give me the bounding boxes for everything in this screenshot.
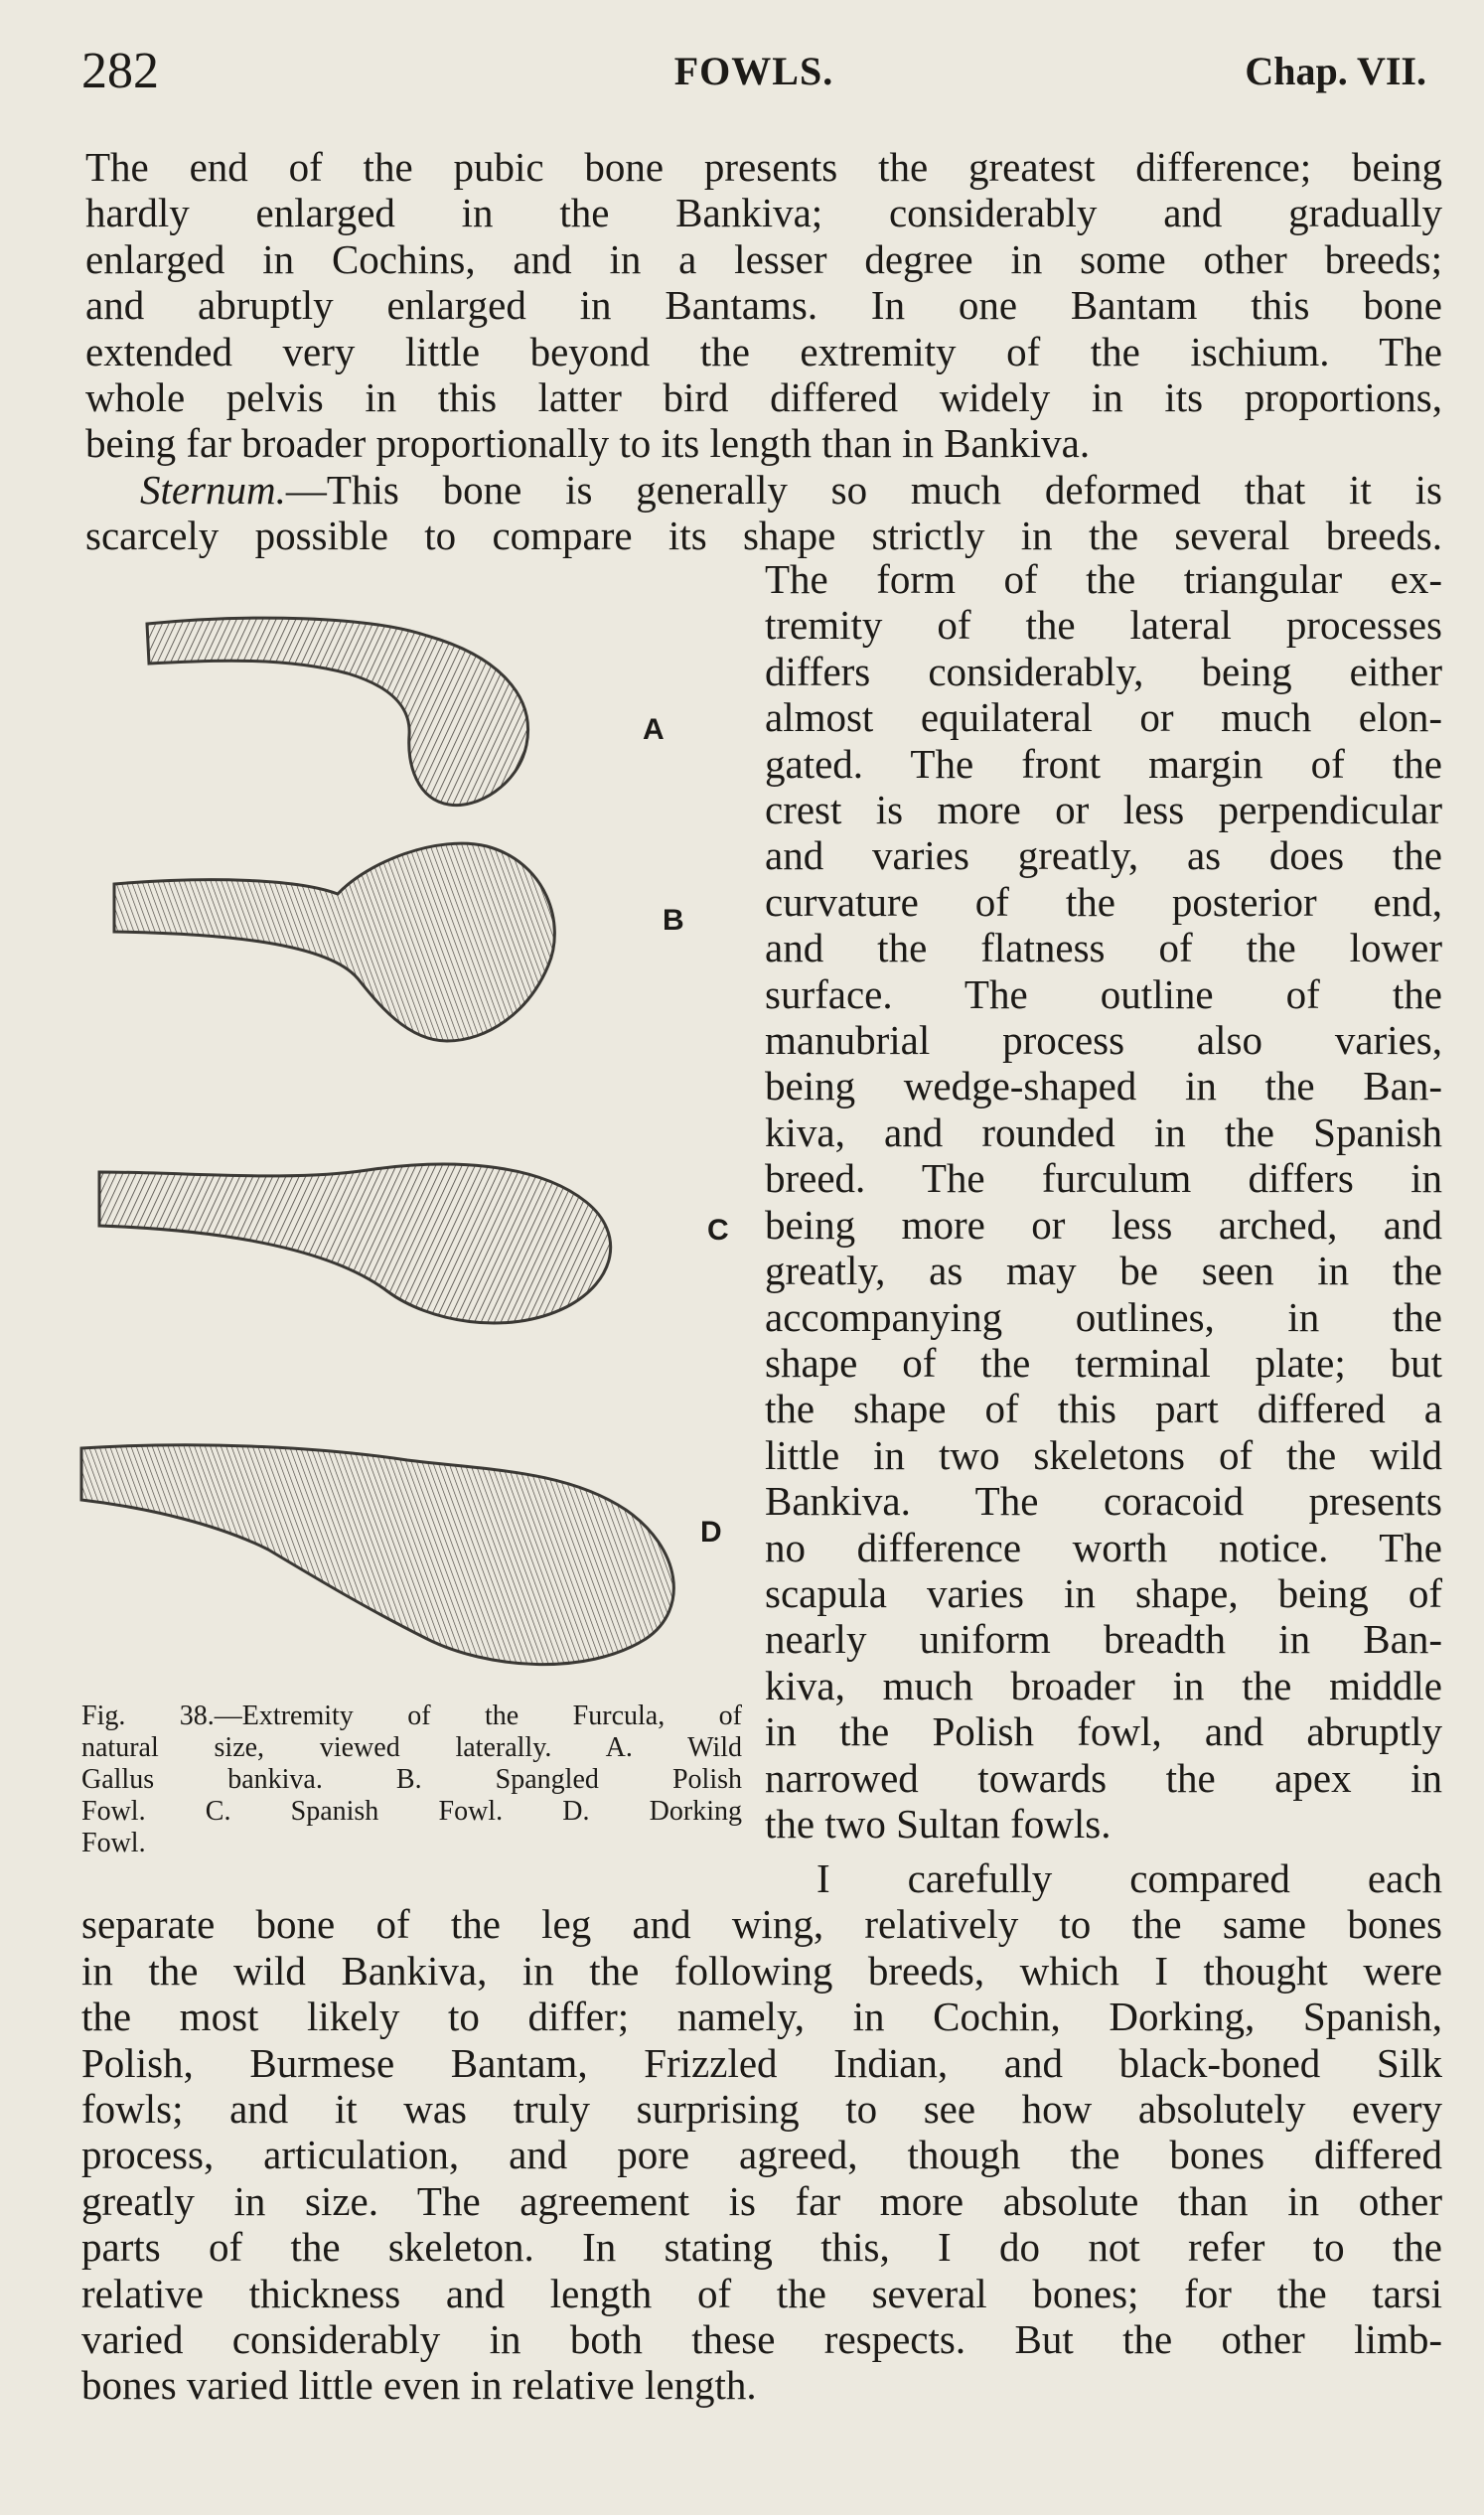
text-line: curvature of the posterior end, xyxy=(765,878,1442,925)
text-line: parts of the skeleton. In stating this, I do not refer to the xyxy=(81,2224,1442,2271)
text-line: being wedge-shaped in the Ban- xyxy=(765,1063,1442,1110)
text-line: scapula varies in shape, being of xyxy=(765,1569,1442,1616)
text-line: in the wild Bankiva, in the following breeds, which I thought were xyxy=(81,1947,1442,1994)
text-line: almost equilateral or much elon- xyxy=(765,694,1442,741)
text-line: Polish, Burmese Bantam, Frizzled Indian, and black-boned Silk xyxy=(81,2039,1442,2086)
caption-line: Fowl. C. Spanish Fowl. D. Dorking xyxy=(81,1796,742,1827)
text-line: kiva, and rounded in the Spanish xyxy=(765,1109,1442,1155)
text-line: scarcely possible to compare its shape strictly in the several breeds. xyxy=(85,513,1442,559)
pubic-bone-paragraph xyxy=(85,144,1442,467)
text-line: hardly enlarged in the Bankiva; considerably and gradually xyxy=(85,190,1442,236)
right-column-text xyxy=(765,556,1442,1847)
figure-label-a: A xyxy=(643,713,665,746)
furcula-b-drawing xyxy=(114,843,554,1041)
figure-label-c: C xyxy=(707,1214,729,1247)
sternum-line-text: —This bone is generally so much deformed that it is xyxy=(285,466,1442,513)
sternum-label: Sternum. xyxy=(140,466,286,513)
figure-label-d: D xyxy=(700,1516,722,1549)
text-line: being more or less arched, and xyxy=(765,1201,1442,1248)
text-line: no difference worth notice. The xyxy=(765,1524,1442,1570)
chapter-label: Chap. VII. xyxy=(1245,49,1426,93)
text-line: breed. The furculum differs in xyxy=(765,1155,1442,1202)
caption-line: natural size, viewed laterally. A. Wild xyxy=(81,1732,742,1763)
text-line: The end of the pubic bone presents the greatest difference; being xyxy=(85,144,1442,190)
text-line: separate bone of the leg and wing, relatively to the same bones xyxy=(81,1901,1442,1948)
text-line: the most likely to differ; namely, in Cochin, Dorking, Spanish, xyxy=(81,1994,1442,2040)
text-line: varied considerably in both these respects. But the other limb- xyxy=(81,2316,1442,2363)
furcula-a-drawing xyxy=(147,618,528,806)
text-line: greatly, as may be seen in the xyxy=(765,1248,1442,1294)
text-line: whole pelvis in this latter bird differed widely in its proportions, xyxy=(85,374,1442,421)
text-line: manubrial process also varies, xyxy=(765,1017,1442,1064)
furcula-illustration xyxy=(70,596,755,1689)
text-line: I carefully compared each xyxy=(816,1855,1442,1901)
page-number: 282 xyxy=(81,43,159,99)
text-line: being far broader proportionally to its length than in Bankiva. xyxy=(85,420,1091,467)
furcula-d-drawing xyxy=(81,1445,673,1665)
sternum-paragraph xyxy=(85,467,1442,559)
furcula-figure xyxy=(70,596,755,1689)
bottom-text-block xyxy=(81,1855,1442,2409)
text-line: and abruptly enlarged in Bantams. In one Bantam this bone xyxy=(85,282,1442,329)
text-line: greatly in size. The agreement is far more absolute than in other xyxy=(81,2177,1442,2224)
text-line: surface. The outline of the xyxy=(765,970,1442,1017)
text-line: little in two skeletons of the wild xyxy=(765,1431,1442,1478)
text-line: bones varied little even in relative length. xyxy=(81,2362,757,2409)
text-line: kiva, much broader in the middle xyxy=(765,1662,1442,1708)
caption-line: Gallus bankiva. B. Spangled Polish xyxy=(81,1764,742,1795)
text-line: gated. The front margin of the xyxy=(765,740,1442,787)
limb-bones-paragraph xyxy=(81,1855,1442,2409)
text-line: narrowed towards the apex in xyxy=(765,1754,1442,1801)
text-line: Bankiva. The coracoid presents xyxy=(765,1478,1442,1525)
text-line: relative thickness and length of the several bones; for the tarsi xyxy=(81,2270,1442,2316)
text-line xyxy=(85,467,1442,513)
caption-line: Fowl. xyxy=(81,1828,146,1858)
top-text-block xyxy=(85,144,1442,559)
text-line: fowls; and it was truly surprising to see how absolutely every xyxy=(81,2086,1442,2133)
text-line: differs considerably, being either xyxy=(765,648,1442,694)
text-line: and varies greatly, as does the xyxy=(765,832,1442,879)
figure-caption xyxy=(81,1701,742,1859)
figure-label-b: B xyxy=(663,904,684,937)
text-line: crest is more or less perpendicular xyxy=(765,787,1442,833)
text-line: the shape of this part differed a xyxy=(765,1386,1442,1432)
running-title: FOWLS. xyxy=(673,49,834,93)
text-line: accompanying outlines, in the xyxy=(765,1293,1442,1340)
text-line: shape of the terminal plate; but xyxy=(765,1339,1442,1386)
text-line: The form of the triangular ex- xyxy=(765,556,1442,602)
text-line: extended very little beyond the extremity of the ischium. The xyxy=(85,328,1442,374)
text-line: the two Sultan fowls. xyxy=(765,1800,1112,1847)
caption-line: Fig. 38.—Extremity of the Furcula, of xyxy=(81,1701,742,1731)
text-line: in the Polish fowl, and abruptly xyxy=(765,1708,1442,1755)
text-line: tremity of the lateral processes xyxy=(765,602,1442,649)
running-header xyxy=(81,42,1426,111)
text-line: and the flatness of the lower xyxy=(765,925,1442,971)
text-line: process, articulation, and pore agreed, though the bones differed xyxy=(81,2132,1442,2178)
text-line: nearly uniform breadth in Ban- xyxy=(765,1616,1442,1663)
furcula-c-drawing xyxy=(99,1164,611,1323)
furculum-paragraph xyxy=(765,556,1442,1847)
text-line: enlarged in Cochins, and in a lesser degree in some other breeds; xyxy=(85,235,1442,282)
